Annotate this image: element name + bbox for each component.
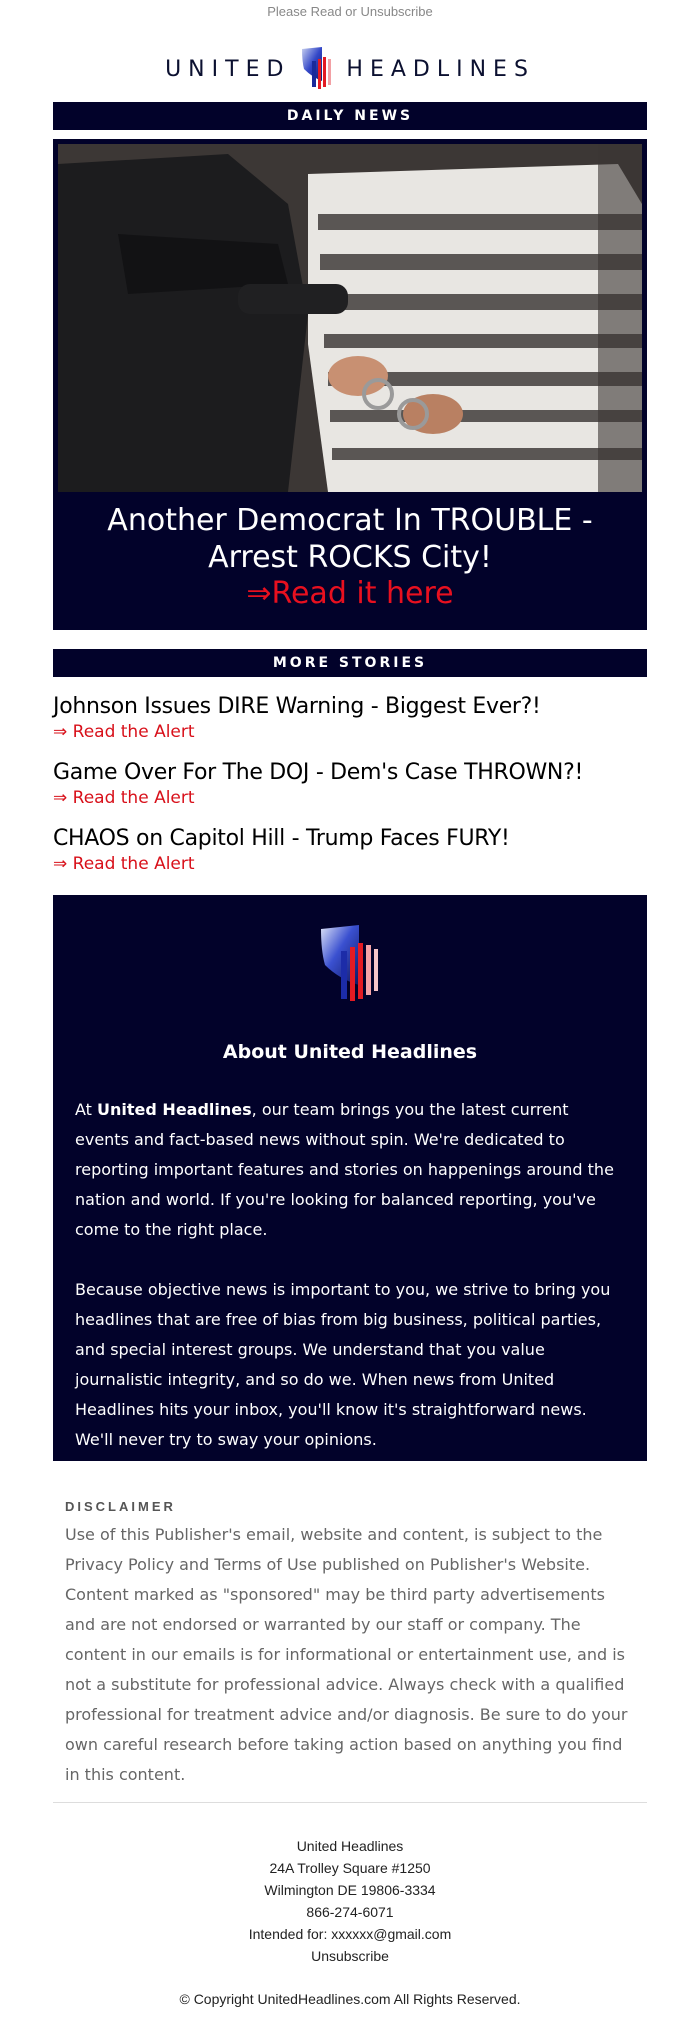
story-item[interactable] <box>53 693 647 743</box>
disclaimer-text: Use of this Publisher's email, website and content, is subject to the Privacy Policy and Terms of Use published on Publisher's Website. Content marked as "sponsored" may be third party advertisements and are not endorsed or warranted by our staff or company. The content in our emails is for informational or entertainment use, and is not a substitute for professional advice. Always check with a qualified professional for treatment advice and/or diagnosis. Be sure to do your own careful research before taking action based on anything you find in this content. <box>65 1525 628 1784</box>
arrest-photo-image[interactable] <box>58 144 642 492</box>
about-p1-brand: United Headlines <box>97 1100 252 1119</box>
footer <box>53 1803 647 1967</box>
story-headline[interactable]: Game Over For The DOJ - Dem's Case THROWN?! <box>53 760 583 785</box>
about-paragraph-2: Because objective news is important to you, we strive to bring you headlines that are free of bias from big business, political parties, and special interest groups. We understand that you value journalistic integrity, and so do we. When news from United Headlines hits your inbox, you'll know it's straightforward news. We'll never try to sway your opinions. <box>75 1280 611 1449</box>
story-item[interactable] <box>53 759 647 809</box>
logo-word-left: UNITED <box>165 56 291 82</box>
story-headline[interactable]: Johnson Issues DIRE Warning - Biggest Ever?! <box>53 694 541 719</box>
daily-news-bar: DAILY NEWS <box>53 102 647 130</box>
about-title: About United Headlines <box>222 1041 478 1063</box>
read-alert-link[interactable]: ⇒ Read the Alert <box>53 854 195 874</box>
footer-address-2: Wilmington DE 19806-3334 <box>264 1882 436 1898</box>
shield-logo-icon <box>319 923 381 1007</box>
read-alert-link[interactable]: ⇒ Read the Alert <box>53 722 195 742</box>
copyright: © Copyright UnitedHeadlines.com All Rights Reserved. <box>179 1991 521 2007</box>
preheader-link[interactable]: Please Read or Unsubscribe <box>267 4 433 19</box>
footer-intended: Intended for: xxxxxx@gmail.com <box>248 1926 452 1942</box>
more-stories-bar: MORE STORIES <box>53 649 647 677</box>
hero-headline[interactable]: Another Democrat In TROUBLE - Arrest ROCKS City! <box>107 503 593 575</box>
footer-company: United Headlines <box>296 1838 404 1854</box>
about-paragraph-1 <box>75 1095 625 1245</box>
footer-phone: 866-274-6071 <box>306 1904 394 1920</box>
preheader <box>0 0 700 22</box>
disclaimer-section <box>53 1461 647 1790</box>
about-p1-prefix: At <box>75 1100 98 1119</box>
disclaimer-heading: DISCLAIMER <box>65 1499 176 1514</box>
hero-read-link[interactable]: ⇒Read it here <box>246 576 454 611</box>
footer-address-1: 24A Trolley Square #1250 <box>269 1860 431 1876</box>
about-p1-text: , our team brings you the latest current events and fact-based news without spin. We're dedicated to reporting important features and stories on happenings around the nation and world. If you're looking for balanced reporting, you've come to the right place. <box>75 1100 614 1239</box>
about-section <box>53 895 647 1461</box>
unsubscribe-link[interactable]: Unsubscribe <box>311 1948 389 1964</box>
story-item[interactable] <box>53 825 647 875</box>
story-headline[interactable]: CHAOS on Capitol Hill - Trump Faces FURY! <box>53 826 510 851</box>
read-alert-link[interactable]: ⇒ Read the Alert <box>53 788 195 808</box>
brand-logo[interactable] <box>0 36 700 102</box>
shield-logo-icon <box>300 45 336 93</box>
logo-word-right: HEADLINES <box>346 56 535 82</box>
hero-story[interactable] <box>53 139 647 630</box>
